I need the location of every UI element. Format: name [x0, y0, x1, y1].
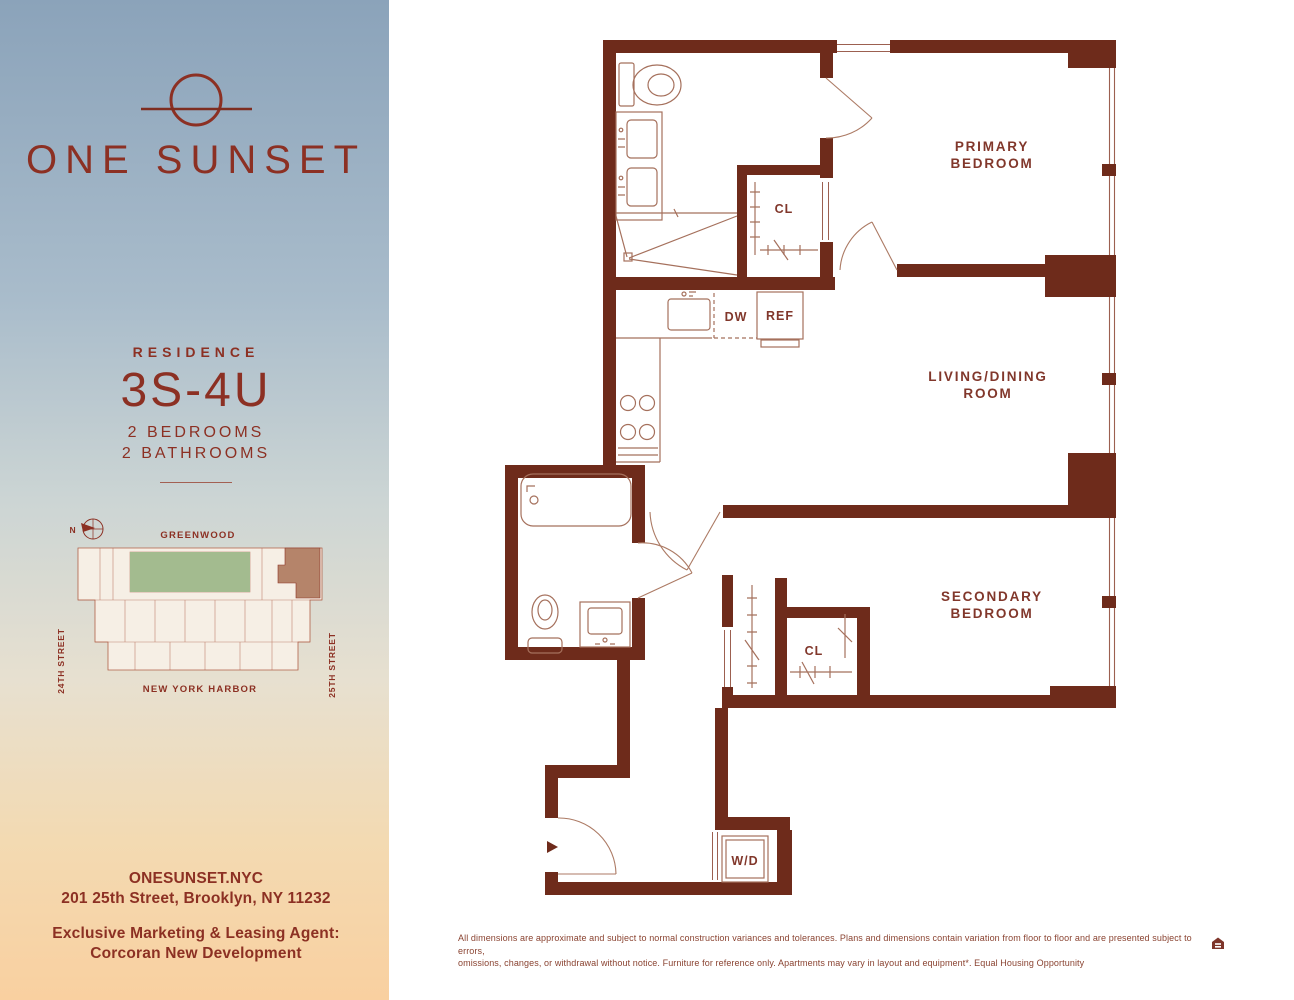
map-label-north: N	[69, 525, 77, 535]
vanity-sinks-icon	[616, 112, 662, 220]
kitchen-counter-icon	[616, 338, 712, 462]
floor-plan	[490, 30, 1140, 910]
closet-rod-hall-icon	[745, 585, 759, 688]
closet-rod-primary-icon	[750, 182, 818, 260]
website-text: ONESUNSET.NYC	[128, 870, 264, 887]
map-label-25th-street: 25TH STREET	[327, 632, 337, 698]
room-label-primary-2: BEDROOM	[950, 156, 1034, 171]
shower-icon	[616, 209, 737, 275]
closet-label-secondary: CL	[804, 644, 824, 658]
site-map	[50, 512, 350, 707]
map-label-harbor: NEW YORK HARBOR	[142, 684, 258, 695]
stove-icon	[621, 396, 655, 440]
room-label-secondary-2: BEDROOM	[950, 606, 1034, 621]
toilet2-icon	[528, 595, 562, 653]
bedrooms-label: 2 BEDROOMS	[127, 424, 265, 441]
sun-horizon-logo-icon	[130, 72, 262, 132]
kitchen-sink-icon	[668, 292, 710, 330]
closet-label-primary: CL	[774, 202, 794, 216]
map-label-24th-street: 24TH STREET	[56, 628, 66, 694]
room-label-living-2: ROOM	[963, 386, 1013, 401]
bathrooms-label: 2 BATHROOMS	[121, 445, 271, 462]
entry-arrow-icon	[547, 841, 558, 853]
compass-icon	[81, 519, 103, 539]
sink2-icon	[580, 602, 630, 647]
address-text: 201 25th Street, Brooklyn, NY 11232	[61, 890, 331, 907]
disclaimer-text	[458, 932, 1198, 970]
agent-line-1: Exclusive Marketing & Leasing Agent:	[52, 925, 340, 942]
room-label-secondary-1: SECONDARY	[941, 589, 1043, 604]
room-label-living-1: LIVING/DINING	[928, 369, 1048, 384]
map-label-greenwood: GREENWOOD	[160, 530, 236, 541]
agent-line-2: Corcoran New Development	[90, 945, 302, 962]
unit-number: 3S-4U	[120, 364, 272, 417]
dishwasher-label: DW	[724, 310, 748, 324]
room-label-primary-1: PRIMARY	[954, 139, 1030, 154]
refrigerator-label: REF	[766, 309, 794, 323]
sidebar	[0, 0, 389, 1000]
equal-housing-icon	[1211, 936, 1225, 950]
divider	[160, 482, 232, 483]
map-courtyard-green	[130, 552, 250, 592]
disclaimer-line-1: All dimensions are approximate and subject to normal construction variances and tolerances. Plans and dimensions contain variation from floor to floor and are presented subject to errors,	[458, 933, 1192, 956]
logo-text: ONE SUNSET	[25, 138, 367, 182]
residence-label: RESIDENCE	[132, 344, 260, 360]
toilet-icon	[619, 63, 634, 106]
bathtub-icon	[521, 474, 631, 526]
disclaimer-line-2: omissions, changes, or withdrawal without notice. Furniture for reference only. Apartments may vary in layout and equipment*. Equal Housing Opportunity	[458, 958, 1085, 968]
washer-dryer-label: W/D	[731, 854, 759, 868]
